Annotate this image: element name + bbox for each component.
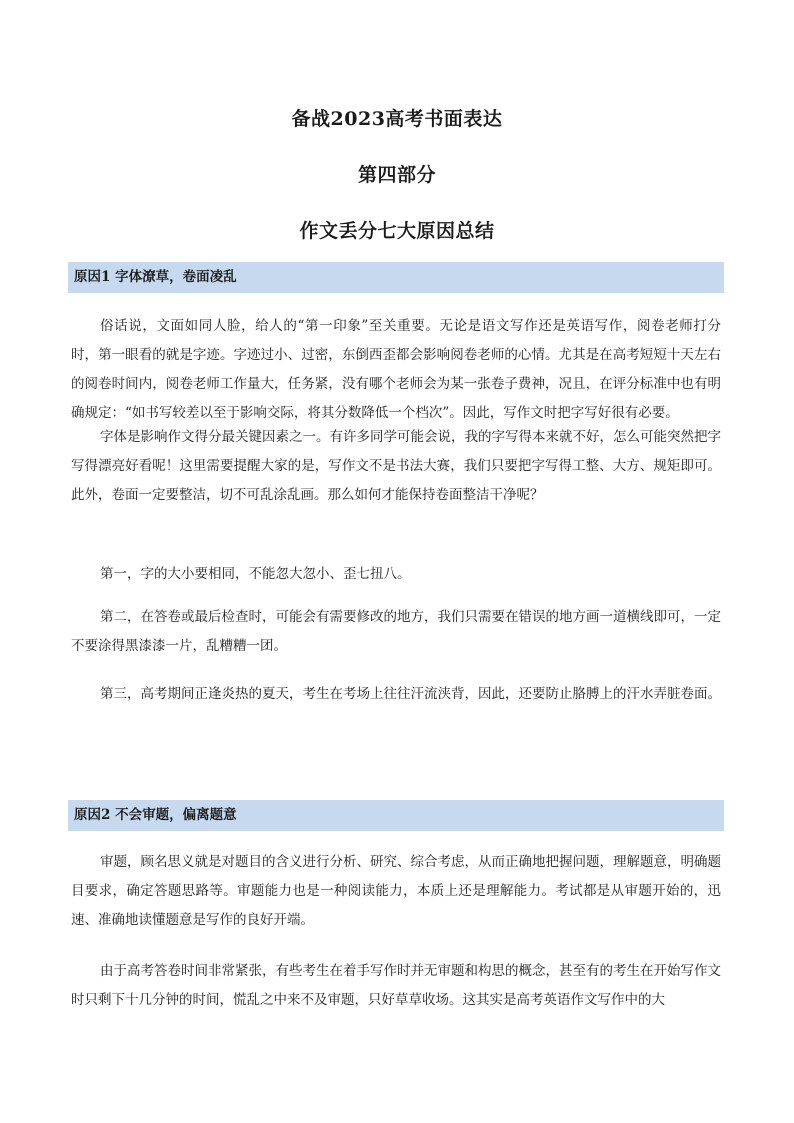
paragraph: 俗话说，文面如同人脸，给人的“第一印象”至关重要。无论是语文写作还是英语写作，阅卷老师打分时，第一眼看的就是字迹。字迹过小、过密，东倒西歪都会影响阅卷老师的心情。尤其是在高考短短十天左右的阅卷时间内，阅卷老师工作量大，任务紧，没有哪个老师会为某一张卷子费神，况且，在评分标准中也有明确规定：“如书写较差以至于影响交际，将其分数降低一个档次”。因此，写作文时把字写好很有必要。	[71, 318, 721, 421]
paragraph: 第二，在答卷或最后检查时，可能会有需要修改的地方，我们只需要在错误的地方画一道横线即可，一定不要涂得黑漆漆一片，乱糟糟一团。	[71, 609, 721, 654]
section-heading-2: 原因2 不会审题，偏离题意	[68, 800, 724, 831]
document-title: 备战2023高考书面表达	[291, 108, 503, 130]
section-heading-1: 原因1 字体潦草，卷面凌乱	[68, 262, 724, 293]
paragraph: 第三，高考期间正逢炎热的夏天，考生在考场上往往汗流浃背，因此，还要防止胳膊上的汗水弄脏卷面。	[100, 686, 721, 702]
paragraph: 第一，字的大小要相同，不能忽大忽小、歪七扭八。	[100, 566, 411, 582]
document-subtitle: 作文丢分七大原因总结	[299, 220, 495, 242]
paragraph: 由于高考答卷时间非常紧张，有些考生在着手写作时并无审题和构思的概念，甚至有的考生在开始写作文时只剩下十几分钟的时间，慌乱之中来不及审题，只好草草收场。这其实是高考英语作文写作中的大	[71, 963, 721, 1008]
paragraph: 审题，顾名思义就是对题目的含义进行分析、研究、综合考虑，从而正确地把握问题，理解题意，明确题目要求，确定答题思路等。审题能力也是一种阅读能力，本质上还是理解能力。考试都是从审题开始的，迅速、准确地读懂题意是写作的良好开端。	[71, 854, 721, 928]
document-part: 第四部分	[357, 164, 436, 186]
paragraph: 字体是影响作文得分最关键因素之一。有许多同学可能会说，我的字写得本来就不好，怎么可能突然把字写得漂亮好看呢！这里需要提醒大家的是，写作文不是书法大赛，我们只要把字写得工整、大方、规矩即可。此外，卷面一定要整洁，切不可乱涂乱画。那么如何才能保持卷面整洁干净呢？	[71, 429, 721, 503]
